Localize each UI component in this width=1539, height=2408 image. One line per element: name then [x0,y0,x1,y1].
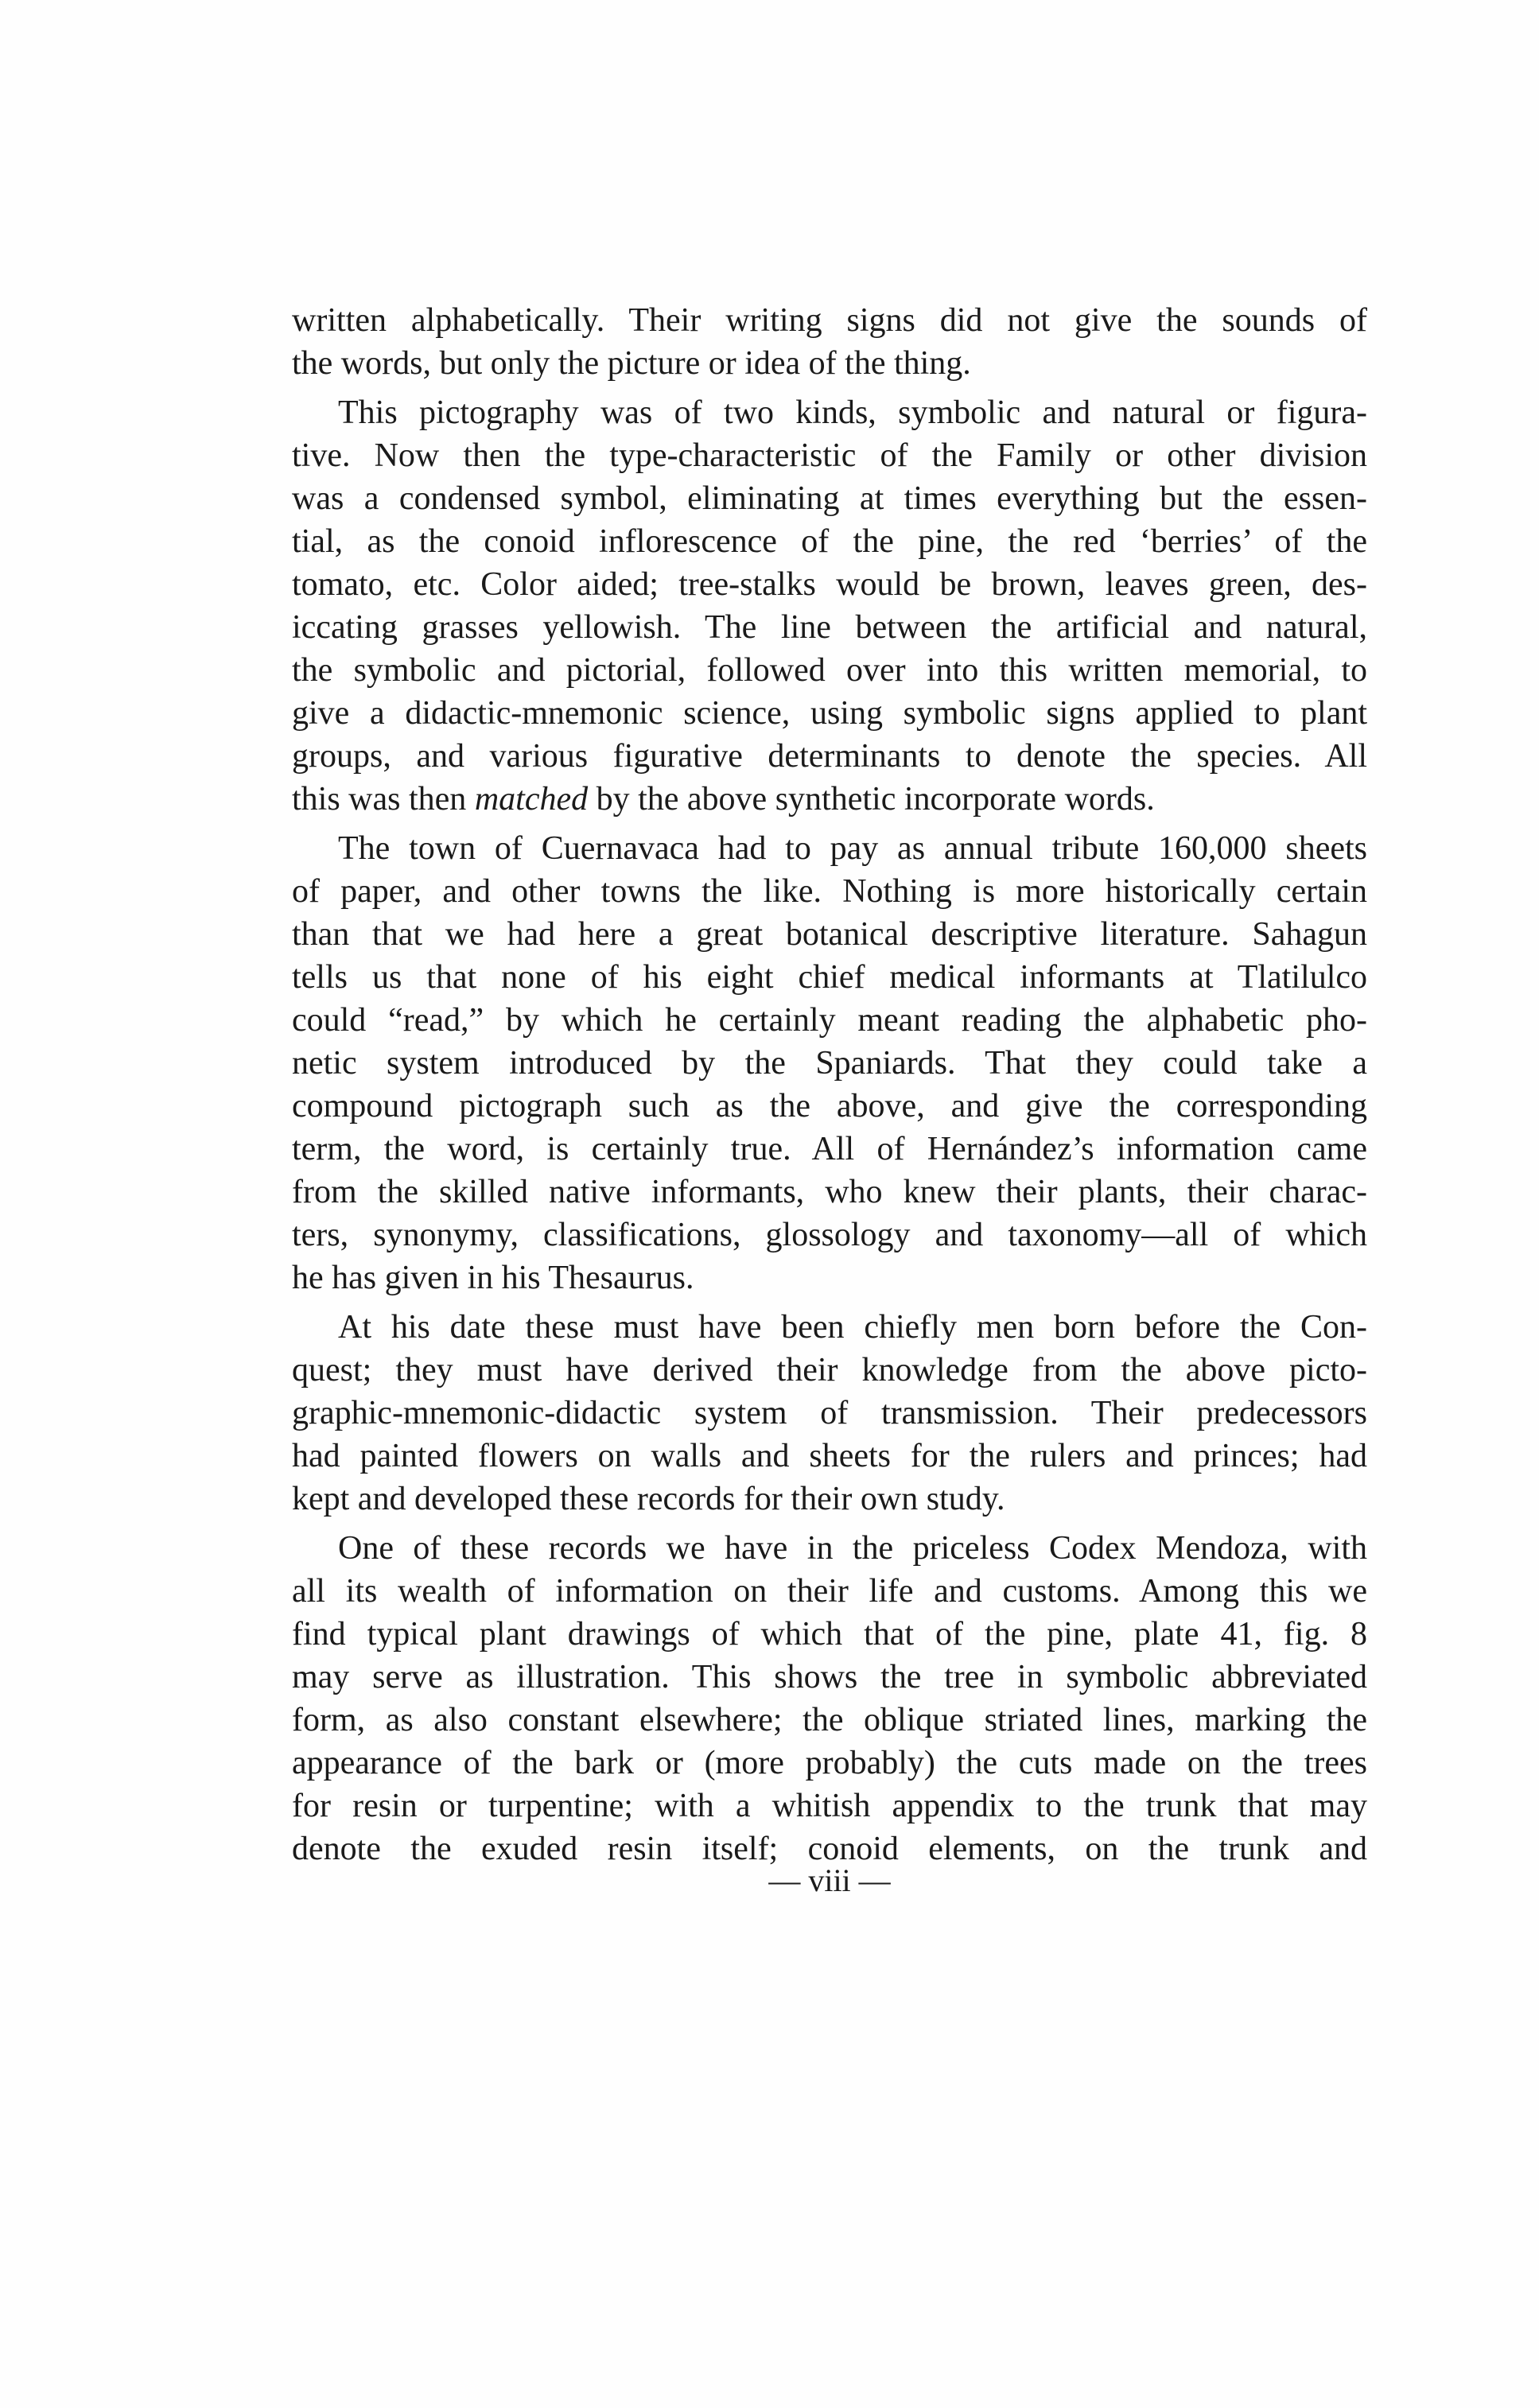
text-line: had painted flowers on walls and sheets for the rulers and princes; had [292,1438,1367,1474]
paragraph-codex-mendoza [292,1527,1367,1870]
text-line: This pictography was of two kinds, symbolic and natural or figura- [338,394,1367,431]
text-line: graphic-mnemonic-didactic system of transmission. Their predecessors [292,1395,1367,1431]
text-line: of paper, and other towns the like. Nothing is more historically certain [292,873,1367,910]
text-line: groups, and various figurative determinants to denote the species. All [292,738,1367,775]
text-line: tomato, etc. Color aided; tree-stalks would be brown, leaves green, des- [292,566,1367,603]
page-number: — viii — [768,1862,891,1898]
text-line: netic system introduced by the Spaniards. That they could take a [292,1045,1367,1082]
text-line: from the skilled native informants, who knew their plants, their charac- [292,1174,1367,1210]
body-text [292,299,1367,1877]
text-line: tells us that none of his eight chief medical informants at Tlatilulco [292,959,1367,996]
text-line: The town of Cuernavaca had to pay as annual tribute 160,000 sheets [338,830,1367,867]
text-line: for resin or turpentine; with a whitish appendix to the trunk that may [292,1788,1367,1824]
text-line: compound pictograph such as the above, and give the corresponding [292,1088,1367,1124]
text-line: appearance of the bark or (more probably) the cuts made on the trees [292,1745,1367,1781]
text-line: quest; they must have derived their knowledge from the above picto- [292,1352,1367,1388]
paragraph-pictography [292,391,1367,821]
text-line: may serve as illustration. This shows the tree in symbolic abbreviated [292,1659,1367,1695]
text-line: At his date these must have been chiefly men born before the Con- [338,1309,1367,1346]
italic-emphasis: matched [474,781,589,818]
text-line: written alphabetically. Their writing signs did not give the sounds of [292,302,1367,339]
text-line: than that we had here a great botanical descriptive literature. Sahagun [292,916,1367,953]
text-line: could “read,” by which he certainly meant reading the alphabetic pho- [292,1002,1367,1039]
text-line: the symbolic and pictorial, followed over into this written memorial, to [292,652,1367,689]
text-run: this was then [292,781,475,818]
text-line: all its wealth of information on their life and customs. Among this we [292,1573,1367,1610]
text-line: the words, but only the picture or idea of the thing. [292,345,971,382]
text-line: One of these records we have in the priceless Codex Mendoza, with [338,1530,1367,1567]
text-line: term, the word, is certainly true. All of Hernández’s information came [292,1131,1367,1167]
text-line: give a didactic-mnemonic science, using symbolic signs applied to plant [292,695,1367,732]
text-line: tial, as the conoid inflorescence of the pine, the red ‘berries’ of the [292,523,1367,560]
text-line: kept and developed these records for their own study. [292,1481,1005,1517]
text-line [292,778,1367,821]
text-line: find typical plant drawings of which that of the pine, plate 41, fig. 8 [292,1616,1367,1653]
text-line: form, as also constant elsewhere; the oblique striated lines, marking the [292,1702,1367,1738]
text-line: ters, synonymy, classifications, glossology and taxonomy—all of which [292,1217,1367,1253]
text-run: by the above synthetic incorporate words. [588,781,1155,818]
paragraph-continuation [292,299,1367,385]
text-line: he has given in his Thesaurus. [292,1260,694,1296]
text-line: iccating grasses yellowish. The line between the artificial and natural, [292,609,1367,646]
text-line: tive. Now then the type-characteristic of the Family or other division [292,437,1367,474]
paragraph-cuernavaca [292,827,1367,1299]
paragraph-conquest [292,1306,1367,1521]
text-line: was a condensed symbol, eliminating at times everything but the essen- [292,480,1367,517]
text-line: denote the exuded resin itself; conoid elements, on the trunk and [292,1831,1367,1867]
